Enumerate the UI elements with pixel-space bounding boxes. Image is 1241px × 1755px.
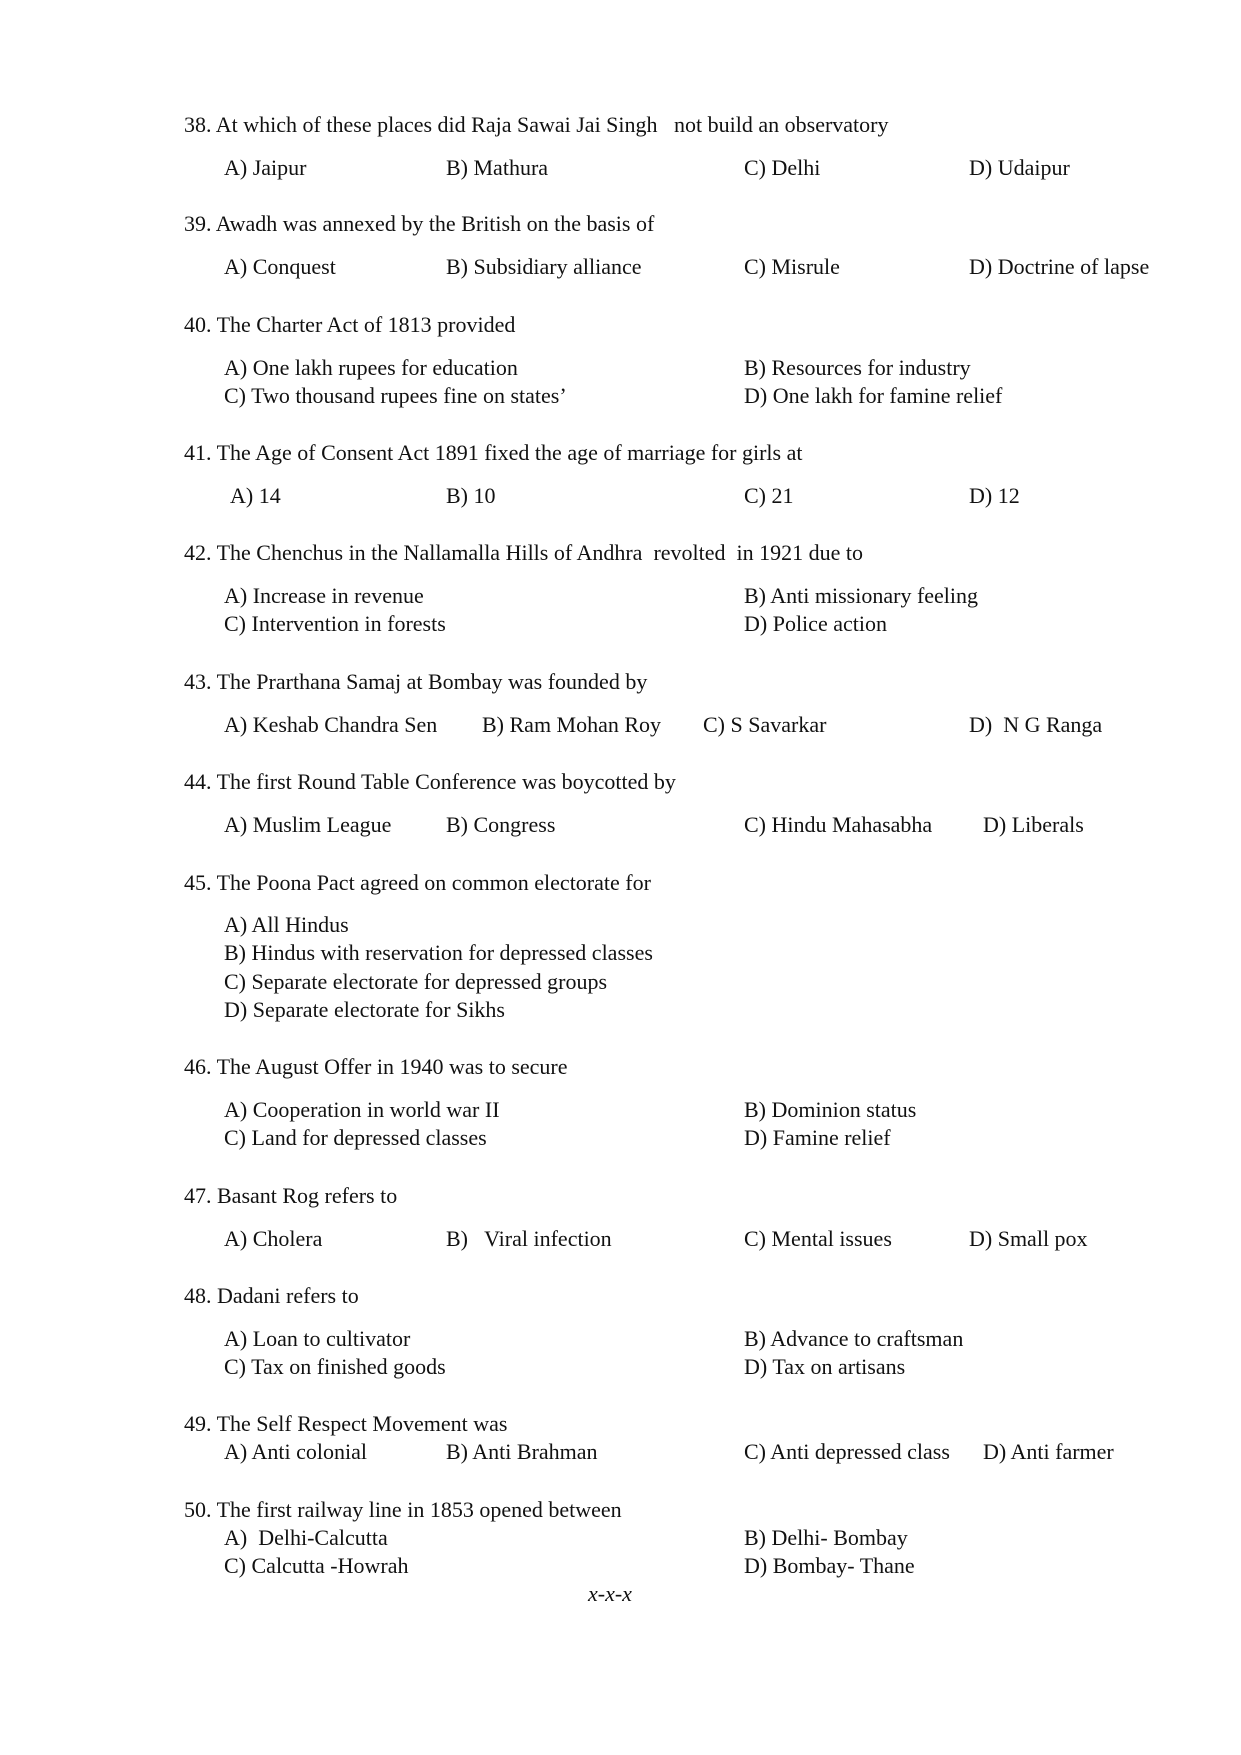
question-41-option-d: D) 12: [969, 483, 1020, 508]
question-49-option-a: A) Anti colonial: [224, 1439, 367, 1464]
question-43-option-b: B) Ram Mohan Roy: [482, 712, 662, 737]
question-45-option-c: C) Separate electorate for depressed groups: [224, 969, 608, 994]
question-40-option-c: C) Two thousand rupees fine on states’: [224, 383, 567, 408]
question-46-option-b: B) Dominion status: [744, 1097, 917, 1122]
question-39-option-c: C) Misrule: [744, 254, 840, 279]
question-45-stem: 45. The Poona Pact agreed on common electorate for: [184, 870, 651, 895]
question-42-option-c: C) Intervention in forests: [224, 611, 446, 636]
question-44-stem: 44. The first Round Table Conference was boycotted by: [184, 769, 676, 794]
question-41-stem: 41. The Age of Consent Act 1891 fixed the age of marriage for girls at: [184, 440, 803, 465]
question-38-option-a: A) Jaipur: [224, 155, 307, 180]
question-47-stem: 47. Basant Rog refers to: [184, 1183, 398, 1208]
question-40-option-b: B) Resources for industry: [744, 355, 971, 380]
question-40-option-a: A) One lakh rupees for education: [224, 355, 518, 380]
question-41-option-a: A) 14: [230, 483, 281, 508]
question-43-option-c: C) S Savarkar: [703, 712, 827, 737]
question-41-option-b: B) 10: [446, 483, 496, 508]
question-47-option-b: B) Viral infection: [446, 1226, 612, 1251]
question-49-option-c: C) Anti depressed class: [744, 1439, 950, 1464]
question-45-option-d: D) Separate electorate for Sikhs: [224, 997, 505, 1022]
question-42-option-b: B) Anti missionary feeling: [744, 583, 979, 608]
question-48-option-d: D) Tax on artisans: [744, 1354, 906, 1379]
question-39-option-a: A) Conquest: [224, 254, 336, 279]
question-46-stem: 46. The August Offer in 1940 was to secure: [184, 1054, 568, 1079]
question-42-option-d: D) Police action: [744, 611, 887, 636]
end-marker: x-x-x: [588, 1581, 632, 1606]
question-44-option-a: A) Muslim League: [224, 812, 392, 837]
question-45-option-b: B) Hindus with reservation for depressed classes: [224, 940, 653, 965]
question-47-option-a: A) Cholera: [224, 1226, 323, 1251]
question-39-option-b: B) Subsidiary alliance: [446, 254, 642, 279]
question-38-option-c: C) Delhi: [744, 155, 821, 180]
question-40-stem: 40. The Charter Act of 1813 provided: [184, 312, 516, 337]
question-45-option-a: A) All Hindus: [224, 912, 349, 937]
question-48-stem: 48. Dadani refers to: [184, 1283, 359, 1308]
question-50-option-c: C) Calcutta -Howrah: [224, 1553, 409, 1578]
question-44-option-c: C) Hindu Mahasabha: [744, 812, 933, 837]
question-43-stem: 43. The Prarthana Samaj at Bombay was founded by: [184, 669, 648, 694]
question-42-option-a: A) Increase in revenue: [224, 583, 424, 608]
question-40-option-d: D) One lakh for famine relief: [744, 383, 1003, 408]
question-46-option-c: C) Land for depressed classes: [224, 1125, 487, 1150]
question-41-option-c: C) 21: [744, 483, 794, 508]
question-48-option-c: C) Tax on finished goods: [224, 1354, 446, 1379]
question-48-option-b: B) Advance to craftsman: [744, 1326, 964, 1351]
question-49-option-b: B) Anti Brahman: [446, 1439, 598, 1464]
question-50-option-d: D) Bombay- Thane: [744, 1553, 915, 1578]
question-38-option-d: D) Udaipur: [969, 155, 1070, 180]
question-43-option-a: A) Keshab Chandra Sen: [224, 712, 438, 737]
question-42-stem: 42. The Chenchus in the Nallamalla Hills of Andhra revolted in 1921 due to: [184, 540, 864, 565]
question-44-option-d: D) Liberals: [983, 812, 1084, 837]
question-47-option-c: C) Mental issues: [744, 1226, 892, 1251]
question-39-option-d: D) Doctrine of lapse: [969, 254, 1150, 279]
question-44-option-b: B) Congress: [446, 812, 556, 837]
question-48-option-a: A) Loan to cultivator: [224, 1326, 411, 1351]
question-38-option-b: B) Mathura: [446, 155, 549, 180]
question-39-stem: 39. Awadh was annexed by the British on the basis of: [184, 211, 655, 236]
question-46-option-d: D) Famine relief: [744, 1125, 891, 1150]
question-50-stem: 50. The first railway line in 1853 opened between: [184, 1497, 622, 1522]
question-46-option-a: A) Cooperation in world war II: [224, 1097, 500, 1122]
question-49-option-d: D) Anti farmer: [983, 1439, 1114, 1464]
question-50-option-a: A) Delhi-Calcutta: [224, 1525, 388, 1550]
question-50-option-b: B) Delhi- Bombay: [744, 1525, 908, 1550]
question-49-stem: 49. The Self Respect Movement was: [184, 1411, 508, 1436]
question-43-option-d: D) N G Ranga: [969, 712, 1103, 737]
question-38-stem: 38. At which of these places did Raja Sawai Jai Singh not build an observatory: [184, 112, 889, 137]
question-47-option-d: D) Small pox: [969, 1226, 1088, 1251]
